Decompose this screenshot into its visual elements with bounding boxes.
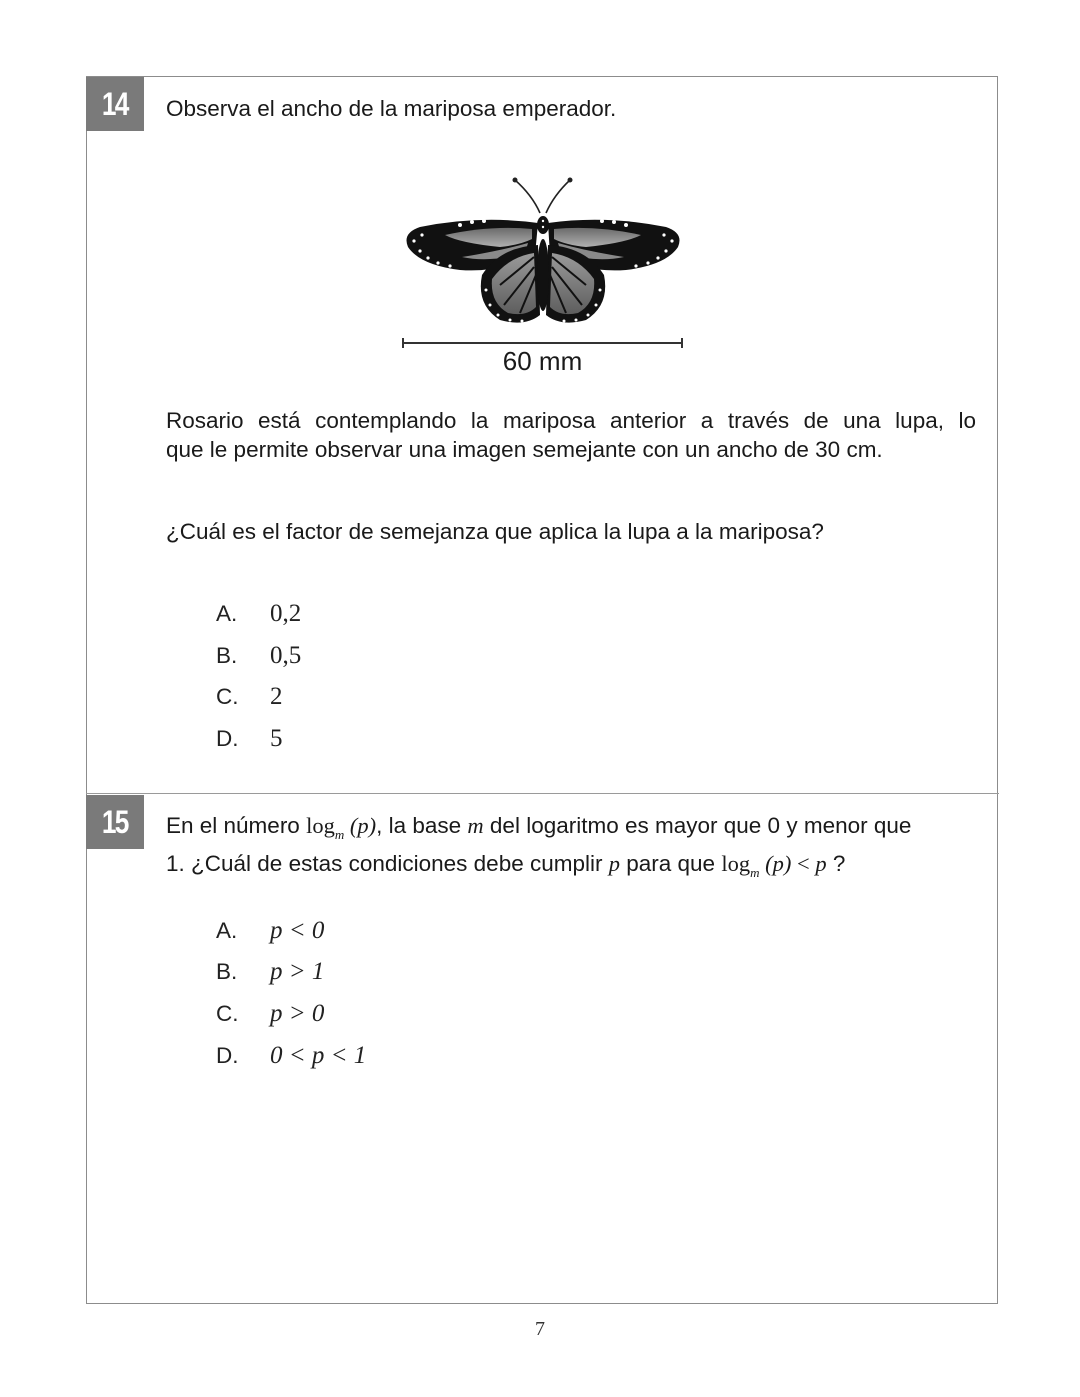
log-argument: (p) bbox=[344, 813, 377, 838]
log-symbol: log bbox=[721, 851, 751, 876]
scale-bar bbox=[403, 342, 682, 344]
option-value: 0,5 bbox=[270, 642, 302, 669]
question-14-prompt: Observa el ancho de la mariposa emperador. bbox=[166, 96, 617, 121]
less-than-symbol: < bbox=[791, 851, 816, 876]
log-base: m bbox=[750, 865, 760, 880]
text: 1. ¿Cuál de estas condiciones debe cumplir bbox=[166, 851, 609, 876]
option-letter: B. bbox=[216, 959, 238, 984]
q15-option-a[interactable] bbox=[216, 916, 324, 946]
prompt-line-1 bbox=[166, 811, 988, 849]
option-letter: C. bbox=[216, 1001, 239, 1026]
q15-option-c[interactable] bbox=[216, 999, 324, 1029]
option-value: p < 0 bbox=[270, 917, 325, 944]
butterfly-icon bbox=[400, 175, 685, 327]
page-number: 7 bbox=[535, 1318, 545, 1340]
option-value: 0,2 bbox=[270, 600, 302, 627]
option-value: 5 bbox=[270, 725, 283, 752]
option-letter: D. bbox=[216, 1043, 239, 1068]
log-base: m bbox=[334, 827, 345, 842]
question-number: 14 bbox=[102, 85, 128, 122]
variable-p: p bbox=[608, 851, 620, 876]
question-number-badge-14 bbox=[86, 77, 144, 131]
variable-m: m bbox=[467, 813, 484, 838]
log-argument: (p) bbox=[759, 851, 792, 876]
text: En el número bbox=[166, 813, 307, 838]
option-value: p > 1 bbox=[270, 958, 325, 985]
q14-option-c[interactable] bbox=[216, 682, 283, 712]
question-14-context bbox=[166, 406, 976, 464]
text: para que bbox=[620, 851, 722, 876]
context-line-1: Rosario está contemplando la mariposa anterior a través de una lupa, lo bbox=[166, 408, 976, 433]
question-number: 15 bbox=[102, 803, 128, 840]
question-number-badge-15 bbox=[86, 795, 144, 849]
text: ? bbox=[826, 851, 846, 876]
q14-option-b[interactable] bbox=[216, 641, 301, 671]
log-symbol: log bbox=[306, 813, 335, 838]
option-letter: B. bbox=[216, 643, 238, 668]
q14-option-d[interactable] bbox=[216, 724, 283, 754]
q14-option-a[interactable] bbox=[216, 599, 301, 629]
q15-option-b[interactable] bbox=[216, 957, 324, 987]
question-divider bbox=[86, 793, 999, 794]
option-letter: C. bbox=[216, 684, 239, 709]
prompt-line-2 bbox=[166, 849, 988, 887]
question-14-question: ¿Cuál es el factor de semejanza que aplica la lupa a la mariposa? bbox=[166, 519, 824, 544]
text: , la base bbox=[376, 813, 468, 838]
q15-option-d[interactable] bbox=[216, 1041, 366, 1071]
option-letter: D. bbox=[216, 726, 239, 751]
option-value: 0 < p < 1 bbox=[270, 1042, 367, 1069]
question-15-prompt bbox=[166, 811, 988, 887]
option-value: 2 bbox=[270, 683, 283, 710]
scale-label: 60 mm bbox=[502, 346, 583, 376]
option-letter: A. bbox=[216, 918, 238, 943]
text: del logaritmo es mayor que 0 y menor que bbox=[483, 813, 912, 838]
option-letter: A. bbox=[216, 601, 238, 626]
option-value: p > 0 bbox=[270, 1000, 325, 1027]
context-line-2: que le permite observar una imagen semejante con un ancho de 30 cm. bbox=[166, 437, 883, 462]
variable-p: p bbox=[815, 851, 827, 876]
